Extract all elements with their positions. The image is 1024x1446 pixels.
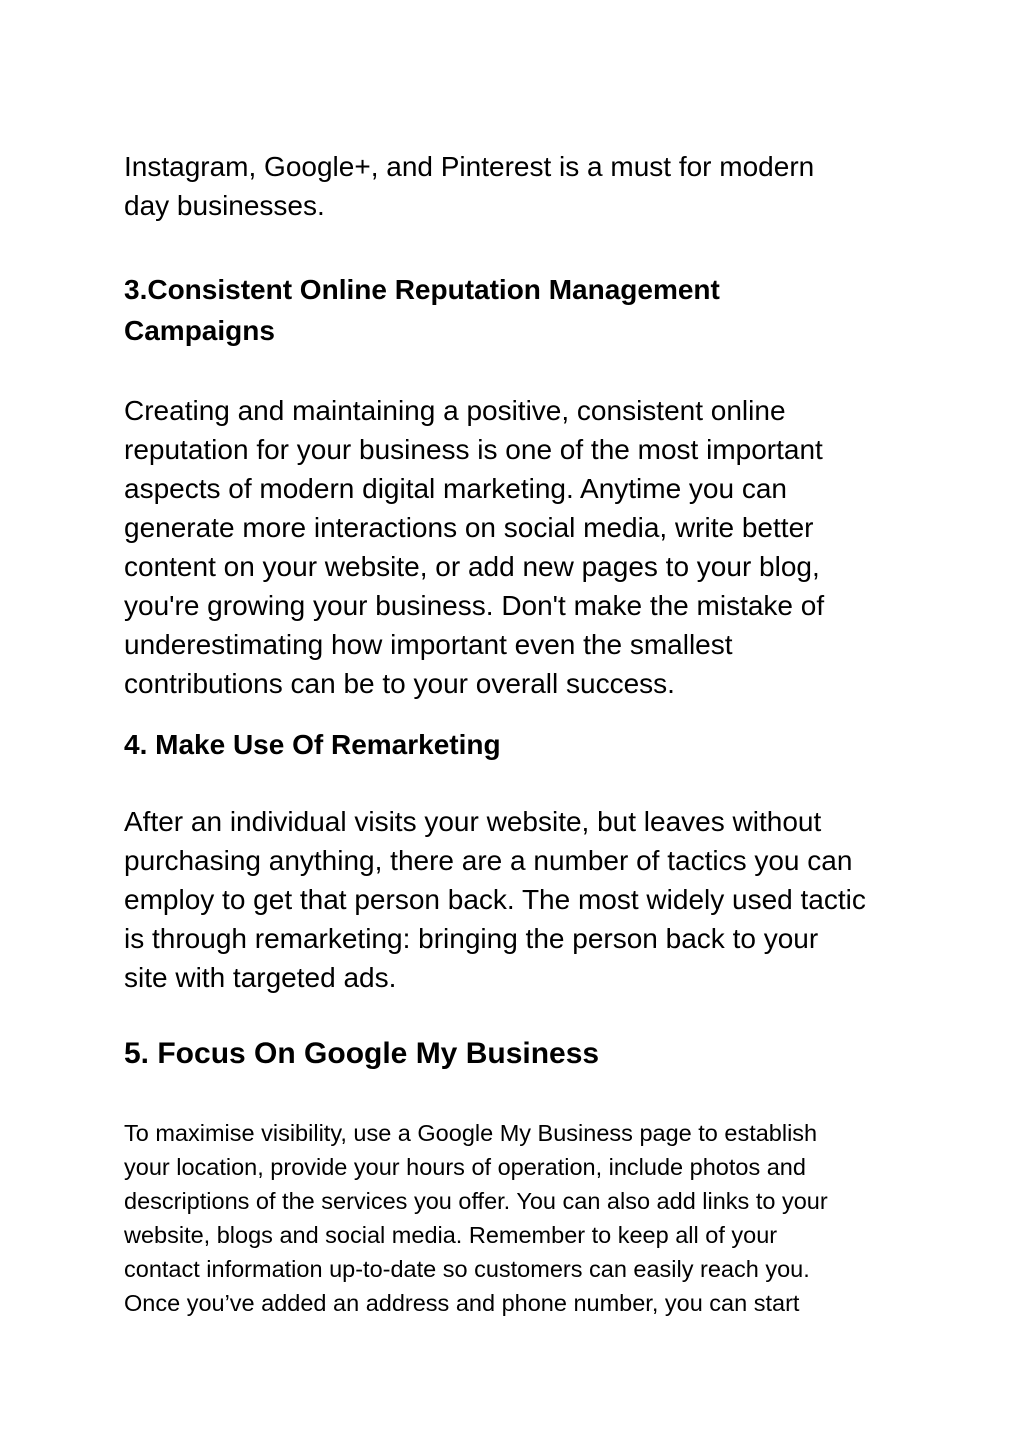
section-4-heading [124, 724, 501, 765]
section-4-line: site with targeted ads. [124, 962, 397, 993]
section-5-line: your location, provide your hours of operation, include photos and [124, 1154, 806, 1180]
section-3-paragraph [124, 391, 824, 703]
section-3-line: content on your website, or add new pages to your blog, [124, 551, 820, 582]
section-5-line: To maximise visibility, use a Google My Business page to establish [124, 1120, 818, 1146]
section-3-line: you're growing your business. Don't make the mistake of [124, 590, 825, 621]
section-4-line: purchasing anything, there are a number of tactics you can [124, 845, 853, 876]
section-5-line: contact information up-to-date so customers can easily reach you. [124, 1256, 810, 1282]
intro-line: Instagram, Google+, and Pinterest is a must for modern [124, 151, 815, 182]
section-3-line: underestimating how important even the smallest [124, 629, 733, 660]
section-5-heading-line: 5. Focus On Google My Business [124, 1037, 600, 1070]
section-3-line: aspects of modern digital marketing. Anytime you can [124, 473, 788, 504]
section-3-line: Creating and maintaining a positive, consistent online [124, 395, 786, 426]
section-3-line: reputation for your business is one of the most important [124, 434, 823, 465]
section-4-line: is through remarketing: bringing the person back to your [124, 923, 819, 954]
section-5-paragraph [124, 1116, 828, 1320]
section-5-line: website, blogs and social media. Remember to keep all of your [124, 1222, 778, 1248]
section-5-heading [124, 1034, 599, 1074]
section-5-line: descriptions of the services you offer. You can also add links to your [124, 1188, 828, 1214]
section-3-line: contributions can be to your overall success. [124, 668, 675, 699]
section-4-line: After an individual visits your website, but leaves without [124, 806, 822, 837]
section-5-line: Once you’ve added an address and phone number, you can start [124, 1290, 800, 1316]
section-4-heading-line: 4. Make Use Of Remarketing [124, 729, 501, 760]
section-3-heading [124, 269, 720, 351]
section-3-line: generate more interactions on social media, write better [124, 512, 814, 543]
intro-paragraph [124, 147, 814, 225]
section-4-line: employ to get that person back. The most widely used tactic [124, 884, 866, 915]
section-4-paragraph [124, 802, 866, 997]
section-3-heading-line: 3.Consistent Online Reputation Management [124, 274, 720, 305]
section-3-heading-line: Campaigns [124, 315, 275, 346]
intro-line: day businesses. [124, 190, 325, 221]
